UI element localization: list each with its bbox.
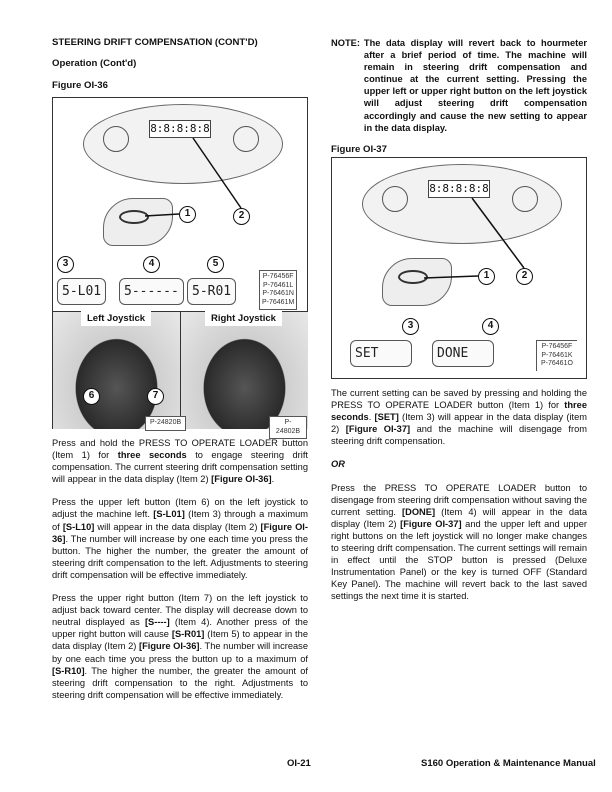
bold-text: OR: [331, 459, 345, 470]
photo-number-right: P-24802B: [269, 416, 307, 439]
left-joystick-photo: [53, 311, 181, 429]
section-title: STEERING DRIFT COMPENSATION (CONT'D): [52, 37, 258, 48]
text: to engage steering drift compensation. The current steering drift compensation setting will appear in the data display (Item 2): [52, 450, 308, 485]
note-label: NOTE:: [331, 38, 360, 48]
callout-4: 4: [143, 256, 160, 273]
bold-text: [S-L10]: [62, 521, 95, 532]
paragraph: [52, 496, 308, 581]
bold-text: [SET]: [374, 412, 399, 423]
part-numbers: P-76456F P-76461K P-76461O: [536, 340, 577, 371]
data-display: 8:8:8:8:8: [428, 180, 490, 198]
part-numbers: P-76456F P-76461L P-76461N P-76461M: [259, 270, 297, 310]
text: will appear in the data display (Item 2): [94, 521, 261, 532]
callout-6: 6: [83, 388, 100, 405]
lcd-s-neutral: 5------: [119, 278, 184, 305]
text: . The number will increase by one each time you press the button. The higher the number, the greater the amount of steering drift compensation to the left. Adjustments to steering drift compensation will be effective immediately.: [52, 533, 308, 580]
text: Press the upper right button (Item 7) on the left joystick to adjust back toward center. The display will decrease down to neutral displayed as: [52, 593, 308, 628]
text: Press the PRESS TO OPERATE LOADER button to disengage from steering drift compensation without saving the current setting.: [331, 482, 587, 517]
right-joystick-photo: [181, 311, 308, 429]
callout-arrows: [332, 158, 588, 318]
data-display: 8:8:8:8:8: [149, 120, 211, 138]
text: .: [271, 474, 275, 485]
text: and the machine will disengage from steering drift compensation.: [331, 424, 587, 447]
figure-label-37: Figure OI-37: [331, 144, 387, 155]
bold-text: [S-L01]: [153, 509, 185, 520]
bold-text: three seconds: [331, 400, 587, 423]
manual-title: S160 Operation & Maintenance Manual: [421, 758, 596, 769]
text: (Item 3) through a maximum of: [52, 509, 308, 532]
callout-3: 3: [402, 318, 419, 335]
left-column-text: [52, 437, 308, 712]
callout-7: 7: [147, 388, 164, 405]
text: . The higher the number, the greater the amount of steering drift compensation to the right. Adjustments to steering drift compensation will be effective immediately.: [52, 665, 308, 700]
bold-text: three seconds: [117, 450, 187, 461]
callout-4: 4: [482, 318, 499, 335]
text: and the upper left and upper right buttons on the left joystick will no longer make changes to steering drift compensation. The current settings will remain in effect until the STOP button is pressed (Deluxe Instrumentation Panel) or the key is turned OFF (Standard Key Panel). The machine will revert back to the last saved settings the next time it is started.: [331, 518, 587, 602]
bold-text: [S-R01]: [171, 629, 205, 640]
subsection-title: Operation (Cont'd): [52, 58, 137, 69]
bold-text: [Figure OI-37]: [345, 424, 411, 435]
bold-text: [Figure OI-37]: [400, 518, 462, 529]
callout-5: 5: [207, 256, 224, 273]
note-text: The data display will revert back to hourmeter after a brief period of time. The machine will remain in steering drift compensation and continue at the current setting. Pressing the upper left or upper right button on the left joystick will adjust steering drift compensation accordingly and cause the new setting to appear in the data display.: [363, 38, 587, 133]
lcd-s-r01: 5-R01: [187, 278, 236, 305]
text: (Item 4). Another press of the upper right button will cause: [52, 617, 309, 640]
paragraph: [52, 437, 308, 485]
right-joystick-label: Right Joystick: [205, 311, 282, 326]
bold-text: [Figure OI-36]: [139, 641, 200, 652]
text: Press and hold the PRESS TO OPERATE LOADER button (Item 1) for: [52, 438, 308, 461]
note: [331, 37, 587, 134]
text: Press the upper left button (Item 6) on the left joystick to adjust the machine left.: [52, 497, 308, 520]
left-joystick-label: Left Joystick: [81, 311, 151, 326]
text: (Item 3) will appear in the data display (item 2): [331, 412, 587, 435]
text: The current setting can be saved by pressing and holding the PRESS TO OPERATE LOADER button (Item 1) for: [331, 388, 587, 411]
figure-oi-37: [331, 157, 587, 379]
callout-3: 3: [57, 256, 74, 273]
callout-1: 1: [179, 206, 196, 223]
paragraph: [52, 592, 308, 701]
callout-1: 1: [478, 268, 495, 285]
text: (Item 4) will appear in the data display (Item 2): [331, 506, 587, 529]
figure-oi-36: [52, 97, 308, 435]
figure-label-36: Figure OI-36: [52, 80, 108, 91]
paragraph: [331, 482, 587, 603]
bold-text: [Figure OI-36]: [211, 474, 272, 485]
bold-text: [S----]: [144, 617, 170, 628]
lcd-s-l01: 5-L01: [57, 278, 106, 305]
bold-text: [Figure OI-36]: [52, 521, 308, 544]
bold-text: [DONE]: [402, 506, 436, 517]
callout-2: 2: [233, 208, 250, 225]
page-number: OI-21: [287, 758, 311, 769]
photo-number-left: P-24820B: [145, 416, 186, 431]
text: . The number will increase by one each time you press the button up to a maximum of: [52, 641, 309, 664]
text: .: [368, 412, 375, 423]
callout-2: 2: [516, 268, 533, 285]
paragraph: [331, 387, 587, 447]
callout-arrows: [53, 98, 309, 258]
lcd-done: DONE: [432, 340, 494, 367]
right-column-text: [331, 387, 587, 614]
bold-text: [S-R10]: [52, 665, 85, 676]
paragraph: [331, 458, 587, 470]
text: (Item 5) to appear in the data display (Item 2): [52, 629, 308, 652]
lcd-set: SET: [350, 340, 412, 367]
